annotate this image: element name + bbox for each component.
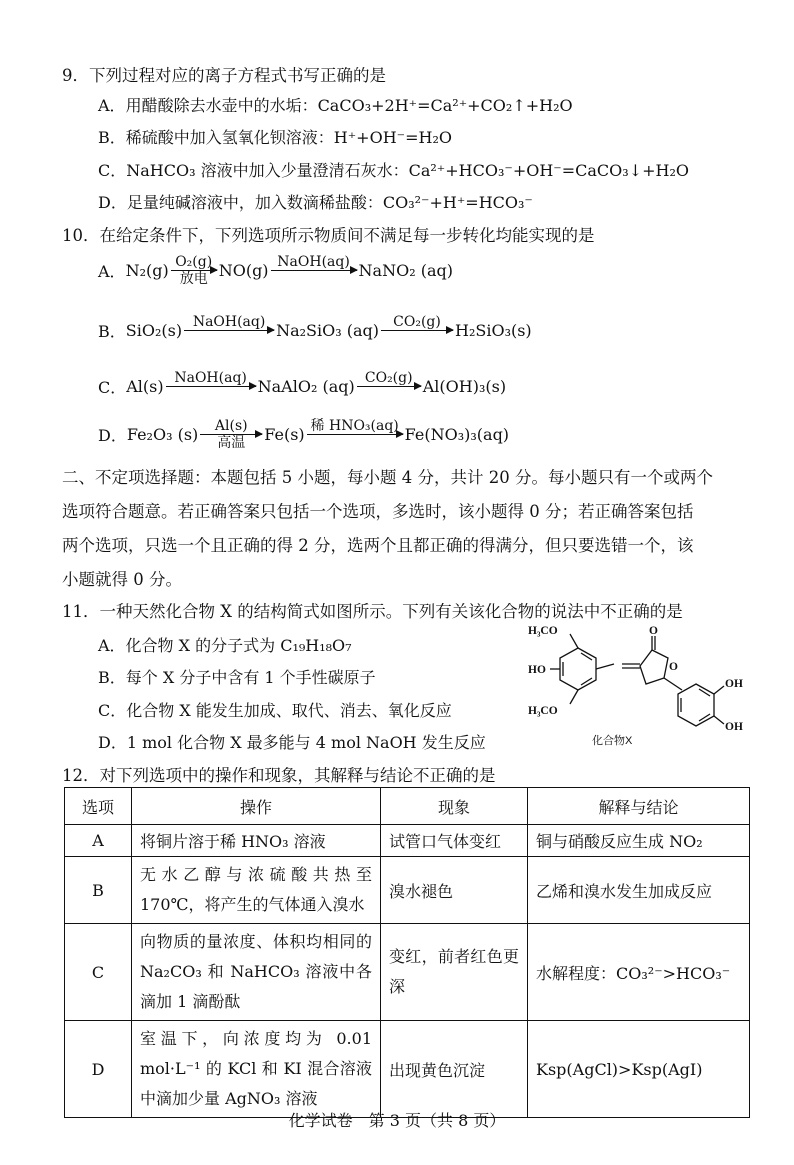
q9-option-a: A．用醋酸除去水壶中的水垢：CaCO₃+2H⁺=Ca²⁺+CO₂↑+H₂O (98, 96, 573, 115)
row-d-operation: 室温下，向浓度均为 0.01 mol·L⁻¹ 的 KCl 和 KI 混合溶液中滴加少量 AgNO₃ 溶液 (132, 1021, 381, 1118)
q10-option-b: B． SiO₂(s) NaOH(aq) Na₂SiO₃ (aq) CO₂(g) H₂SiO₃(s) (98, 314, 532, 347)
row-a-option: A (65, 825, 132, 857)
oh-label-1: OH (725, 678, 743, 690)
q10-c-arrow-2: CO₂(g) (357, 370, 421, 403)
q11-option-a: A．化合物 X 的分子式为 C₁₉H₁₈O₇ (98, 636, 352, 655)
q11-option-b: B．每个 X 分子中含有 1 个手性碳原子 (98, 668, 376, 687)
section2-line4: 小题就得 0 分。 (62, 570, 182, 589)
q10-d-arrow-2: 稀 HNO₃(aq) (307, 418, 403, 451)
table-header-row (65, 788, 750, 825)
row-d-conclusion: Ksp(AgCl)>Ksp(AgI) (528, 1021, 750, 1118)
oh-label-2: OH (725, 721, 743, 733)
header-conclusion: 解释与结论 (528, 788, 750, 825)
row-b-phenomenon: 溴水褪色 (381, 857, 528, 924)
ho-label: HO (528, 664, 546, 676)
q9-stem: 9．下列过程对应的离子方程式书写正确的是 (62, 66, 386, 85)
ome-top-label: H₃CO (528, 625, 558, 637)
row-b-conclusion: 乙烯和溴水发生加成反应 (528, 857, 750, 924)
row-b-operation: 无水乙醇与浓硫酸共热至 170℃，将产生的气体通入溴水 (132, 857, 381, 924)
q10-b-arrow-2: CO₂(g) (381, 314, 453, 347)
q11-stem: 11．一种天然化合物 X 的结构简式如图所示。下列有关该化合物的说法中不正确的是 (62, 602, 683, 621)
compound-x-structure (518, 618, 758, 750)
figure-caption: 化合物X (592, 735, 633, 747)
row-c-phenomenon: 变红，前者红色更深 (381, 924, 528, 1021)
carbonyl-o-label: O (649, 625, 658, 637)
section2-line1: 二、不定项选择题：本题包括 5 小题，每小题 4 分，共计 20 分。每小题只有一个或两个 (62, 468, 713, 487)
q10-option-a: A． N₂(g) O₂(g) 放电 NO(g) NaOH(aq) NaNO₂ (aq) (98, 254, 453, 288)
q9-option-d: D．足量纯碱溶液中，加入数滴稀盐酸：CO₃²⁻+H⁺=HCO₃⁻ (98, 193, 533, 212)
row-d-phenomenon: 出现黄色沉淀 (381, 1021, 528, 1118)
q9-option-b: B．稀硫酸中加入氢氧化钡溶液：H⁺+OH⁻=H₂O (98, 128, 452, 147)
table-row (65, 857, 750, 924)
ring-o-label: O (669, 661, 678, 673)
row-c-option: C (65, 924, 132, 1021)
q9-option-c: C．NaHCO₃ 溶液中加入少量澄清石灰水：Ca²⁺+HCO₃⁻+OH⁻=CaCO₃↓+H₂O (98, 161, 690, 180)
header-phenomenon: 现象 (381, 788, 528, 825)
q11-option-c: C．化合物 X 能发生加成、取代、消去、氧化反应 (98, 701, 452, 720)
table-row (65, 1021, 750, 1118)
q11-option-d: D．1 mol 化合物 X 最多能与 4 mol NaOH 发生反应 (98, 733, 486, 752)
section2-line2: 选项符合题意。若正确答案只包括一个选项，多选时，该小题得 0 分；若正确答案包括 (62, 502, 694, 521)
q10-a-arrow-1: O₂(g) 放电 (171, 254, 217, 287)
q10-c-arrow-1: NaOH(aq) (166, 370, 256, 403)
table-row (65, 825, 750, 857)
q10-option-c: C． Al(s) NaOH(aq) NaAlO₂ (aq) CO₂(g) Al(OH)₃(s) (98, 370, 506, 403)
q10-stem: 10．在给定条件下，下列选项所示物质间不满足每一步转化均能实现的是 (62, 226, 595, 245)
row-c-conclusion: 水解程度：CO₃²⁻>HCO₃⁻ (528, 924, 750, 1021)
row-a-conclusion: 铜与硝酸反应生成 NO₂ (528, 825, 750, 857)
q10-option-d: D． Fe₂O₃ (s) Al(s) 高温 Fe(s) 稀 HNO₃(aq) Fe(NO₃)₃(aq) (98, 418, 510, 452)
q10-d-arrow-1: Al(s) 高温 (200, 418, 262, 451)
header-option: 选项 (65, 788, 132, 825)
q12-stem: 12．对下列选项中的操作和现象，其解释与结论不正确的是 (62, 766, 496, 785)
row-c-operation: 向物质的量浓度、体积均相同的 Na₂CO₃ 和 NaHCO₃ 溶液中各滴加 1 滴酚酞 (132, 924, 381, 1021)
table-row (65, 924, 750, 1021)
page-footer: 化学试卷 第 3 页（共 8 页） (288, 1111, 506, 1130)
row-b-option: B (65, 857, 132, 924)
row-d-option: D (65, 1021, 132, 1118)
q12-table (64, 787, 750, 1118)
row-a-phenomenon: 试管口气体变红 (381, 825, 528, 857)
section2-line3: 两个选项，只选一个且正确的得 2 分，选两个且都正确的得满分，但只要选错一个，该 (62, 536, 694, 555)
header-operation: 操作 (132, 788, 381, 825)
q10-b-arrow-1: NaOH(aq) (184, 314, 274, 347)
ome-bottom-label: H₃CO (528, 705, 558, 717)
q10-a-arrow-2: NaOH(aq) (271, 254, 357, 287)
row-a-operation: 将铜片溶于稀 HNO₃ 溶液 (132, 825, 381, 857)
